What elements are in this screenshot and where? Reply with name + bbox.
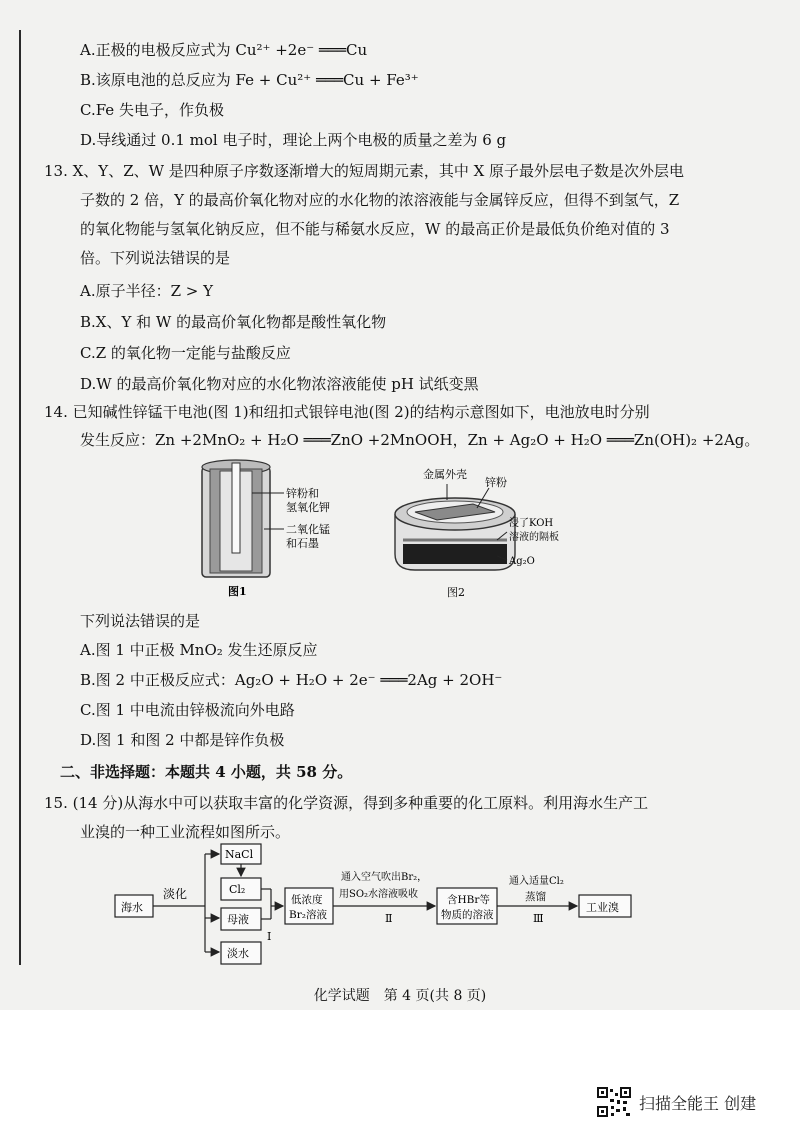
fig2-caption: 图2 (447, 586, 465, 599)
q14-option-a: A.图 1 中正极 MnO₂ 发生还原反应 (80, 641, 318, 659)
q12-option-b: B.该原电池的总反应为 Fe + Cu²⁺ ═══Cu + Fe³⁺ (80, 71, 419, 89)
q14-prompt: 下列说法错误的是 (80, 612, 201, 630)
q14-option-b: B.图 2 中正极反应式：Ag₂O + H₂O + 2e⁻ ═══2Ag + 2OH⁻ (80, 671, 503, 689)
q13-stem-line4: 倍。下列说法错误的是 (80, 249, 231, 267)
q13-option-d: D.W 的最高价氧化物对应的水化物浓溶液能使 pH 试纸变黑 (80, 375, 479, 393)
fig1-caption: 图1 (228, 585, 247, 598)
q13-stem-line1: 13. X、Y、Z、W 是四种原子序数逐渐增大的短周期元素，其中 X 原子最外层电子数是次外层电 (44, 162, 685, 180)
flow-low-br2-line1: 低浓度 (291, 894, 323, 906)
q14-option-c: C.图 1 中电流由锌极流向外电路 (80, 701, 295, 719)
flow-fresh-water-label: 淡水 (227, 947, 249, 960)
q13-option-c: C.Z 的氧化物一定能与盐酸反应 (80, 344, 291, 362)
flow-desalination-label: 淡化 (163, 887, 188, 901)
flow-cl2-label: Cl₂ (229, 883, 246, 896)
fig1-label-zinc-koh-1: 锌粉和 (286, 487, 319, 500)
scanner-watermark (597, 1087, 756, 1117)
fig2-label-metal-shell: 金属外壳 (423, 468, 467, 481)
flow-hbr-line1: 含HBr等 (447, 894, 490, 906)
fig1-label-zinc-koh-2: 氢氧化钾 (286, 501, 330, 514)
q12-option-c: C.Fe 失电子，作负极 (80, 101, 224, 119)
flow-air-line2: 用SO₂水溶液吸收 (339, 889, 419, 900)
flow-step-1: Ⅰ (267, 930, 272, 943)
bromine-process-flowchart (105, 840, 665, 970)
q14-stem-line1: 14. 已知碱性锌锰干电池(图 1)和纽扣式银锌电池(图 2)的结构示意图如下，电池放电时分别 (44, 403, 650, 421)
binding-margin-line (19, 30, 21, 965)
flow-cl2-line: 通入适量Cl₂ (509, 876, 564, 887)
flow-hbr-line2: 物质的溶液 (441, 909, 494, 921)
flow-mother-liquor-label: 母液 (227, 913, 249, 926)
flow-air-line1: 通入空气吹出Br₂， (341, 872, 428, 883)
q12-option-d: D.导线通过 0.1 mol 电子时，理论上两个电极的质量之差为 6 g (80, 131, 507, 149)
flow-step-2: Ⅱ (385, 912, 393, 925)
q13-stem-line2: 子数的 2 倍，Y 的最高价氧化物对应的水化物的浓溶液能与金属锌反应，但得不到氢气，Z (80, 191, 680, 209)
flow-nacl-label: NaCl (225, 848, 254, 861)
q15-stem-line2: 业溴的一种工业流程如图所示。 (80, 823, 291, 841)
page-footer: 化学试题 第 4 页(共 8 页) (313, 988, 487, 1004)
figure2-button-battery (385, 462, 575, 602)
scanner-watermark-text: 扫描全能王 创建 (639, 1093, 757, 1113)
flow-product-label: 工业溴 (586, 901, 619, 914)
flow-seawater-label: 海水 (121, 901, 143, 914)
q14-stem-line2: 发生反应：Zn +2MnO₂ + H₂O ═══ZnO +2MnOOH，Zn + Ag₂O + H₂O ═══Zn(OH)₂ +2Ag。 (80, 431, 760, 449)
fig1-label-mno2-2: 和石墨 (286, 537, 319, 550)
q13-stem-line3: 的氧化物能与氢氧化钠反应，但不能与稀氨水反应，W 的最高正价是最低负价绝对值的 3 (80, 220, 670, 238)
section-heading-nonchoice: 二、非选择题：本题共 4 小题，共 58 分。 (60, 763, 353, 781)
fig2-label-zinc-powder: 锌粉 (485, 476, 507, 489)
fig1-label-mno2-1: 二氧化锰 (286, 523, 330, 536)
fig2-label-ag2o: Ag₂O (509, 556, 535, 567)
q13-option-b: B.X、Y 和 W 的最高价氧化物都是酸性氧化物 (80, 313, 387, 331)
fig2-label-separator-1: 浸了KOH (509, 518, 554, 529)
fig2-label-separator-2: 溶液的隔板 (509, 532, 559, 543)
flow-step-3: Ⅲ (533, 912, 544, 925)
figure1-alkaline-battery (180, 455, 380, 605)
q15-stem-line1: 15. (14 分)从海水中可以获取丰富的化学资源，得到多种重要的化工原料。利用海水生产工 (44, 794, 649, 812)
q12-option-a: A.正极的电极反应式为 Cu²⁺ +2e⁻ ═══Cu (80, 41, 368, 59)
flow-distill-label: 蒸馏 (525, 891, 546, 903)
q13-option-a: A.原子半径：Z > Y (80, 282, 214, 300)
flow-low-br2-line2: Br₂溶液 (289, 909, 327, 921)
qr-code-icon (597, 1087, 631, 1117)
q14-option-d: D.图 1 和图 2 中都是锌作负极 (80, 731, 285, 749)
